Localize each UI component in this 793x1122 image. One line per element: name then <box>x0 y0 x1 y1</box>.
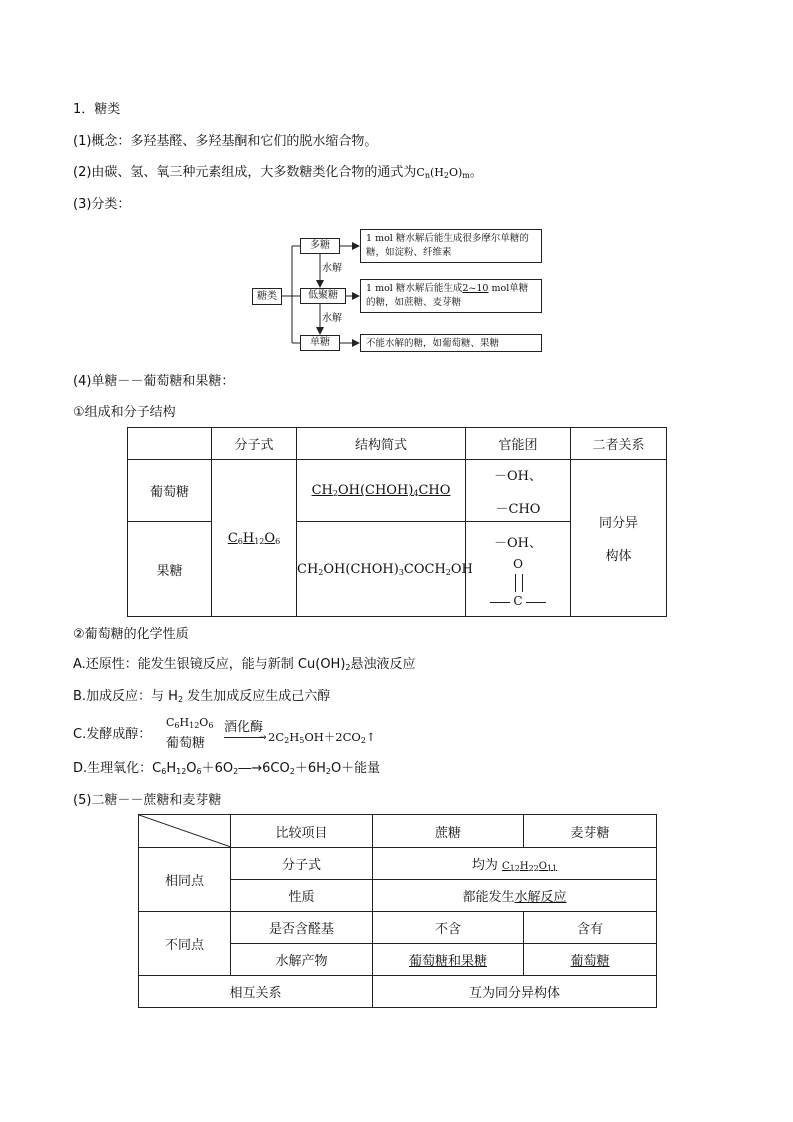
table2-relation-label: 相互关系 <box>139 976 373 1008</box>
property-pre: 都能发生 <box>462 890 515 905</box>
prop-c-arrow-head: → <box>259 733 267 743</box>
disaccharide-table <box>138 814 657 1008</box>
table2-corner <box>139 815 231 848</box>
desc-polysaccharide: 1 mol 糖水解后能生成很多摩尔单糖的糖，如淀粉、纤维素 <box>366 233 529 258</box>
table2-sucrose-products <box>373 944 524 976</box>
prop-b-sub: 2 <box>177 695 184 704</box>
carbonyl-structure <box>488 557 548 613</box>
table2-same: 相同点 <box>139 848 231 912</box>
prop-c-label: C.发酵成醇： <box>73 727 152 742</box>
prop-a-pre: A.还原性：能发生银镜反应，能与新制 Cu(OH) <box>73 657 346 672</box>
prop-a-post: 悬浊液反应 <box>350 657 416 672</box>
property-value: 水解反应 <box>514 890 567 905</box>
composition-text: (2)由碳、氢、氧三种元素组成，大多数糖类化合物的通式为 <box>73 165 417 180</box>
arrow-label-hydrolysis-1: 水解 <box>322 263 342 274</box>
table2-property-label: 性质 <box>231 880 373 912</box>
prop-a-sub: 2 <box>345 663 351 672</box>
carbonyl-double-bond <box>515 574 523 592</box>
classification-label: (3)分类： <box>73 197 131 212</box>
table1-row-fructose: 果糖 <box>128 522 212 617</box>
table1-header-relation: 二者关系 <box>571 428 667 460</box>
table2-header-maltose: 麦芽糖 <box>524 815 657 848</box>
table1-formula-cell <box>212 460 297 617</box>
prop-b-pre: B.加成反应：与 H <box>73 689 178 704</box>
formula-end: 。 <box>469 165 483 180</box>
node-label-monosaccharide: 单糖 <box>310 337 330 348</box>
desc-oligo-pre: 1 mol 糖水解后能生成 <box>366 283 463 294</box>
table1-header-formula: 分子式 <box>212 428 297 460</box>
carbonyl-right-bond <box>526 602 546 603</box>
relation-line-2: 构体 <box>605 549 632 565</box>
table1-header-structure: 结构简式 <box>297 428 466 460</box>
desc-monosaccharide: 不能水解的糖，如葡萄糖、果糖 <box>366 338 500 349</box>
node-label-oligosaccharide: 低聚糖 <box>308 290 338 301</box>
desc-oligo-range: 2~10 <box>462 283 489 294</box>
arrow-label-hydrolysis-2: 水解 <box>322 313 342 324</box>
concept-line: (1)概念：多羟基醛、多羟基酮和它们的脱水缩合物。 <box>73 134 378 149</box>
table1-relation-cell <box>571 460 667 617</box>
prop-d: D.生理氧化：$C_6H_{12}O_6+6O_2―\to 6CO_2+6H_2O+$能量 <box>73 761 381 776</box>
formula-n: n <box>424 171 430 180</box>
relation-line-1: 同分异 <box>598 516 638 532</box>
prop-c-products: $2C_2H_5OH+2CO_2↑$ <box>268 730 376 745</box>
table2-product-label: 水解产物 <box>231 944 373 976</box>
carbonyl-carbon: C <box>513 594 523 609</box>
table2-formula-label: 分子式 <box>231 848 373 880</box>
diagram-root-label: 糖类 <box>257 291 277 302</box>
structure-heading: ①组成和分子结构 <box>73 405 176 420</box>
prop-c-name: 葡萄糖 <box>166 736 206 751</box>
table2-sucrose-aldehyde: 不含 <box>373 912 524 944</box>
diagram-node-polysaccharide <box>300 238 340 254</box>
monosaccharide-table <box>127 427 667 617</box>
glucose-group-oh: －OH、 <box>494 468 542 484</box>
formula-m: m <box>462 171 470 180</box>
formula-o-close: O) <box>448 166 463 179</box>
formula-value-pre: 均为 <box>471 858 502 873</box>
carbonyl-left-bond <box>490 602 510 603</box>
table2-relation-value: 互为同分异构体 <box>373 976 657 1008</box>
table1-header-groups: 官能团 <box>466 428 571 460</box>
desc-oligosaccharide <box>361 280 541 312</box>
prop-b-post: 发生加成反应生成己六醇 <box>183 689 331 704</box>
formula-value: $C_{12}H_{22}O_{11}$ <box>501 861 558 873</box>
prop-b <box>73 689 330 705</box>
composition-line <box>73 165 483 181</box>
formula-c: C <box>416 166 425 179</box>
diagram-root-box <box>252 288 282 305</box>
table1-glucose-structure: $CH_2OH(CHOH)_4CHO$ <box>297 460 466 522</box>
table1-fructose-groups <box>466 522 571 617</box>
prop-c-arrow <box>224 737 264 738</box>
table1-fructose-structure: $CH_2OH(CHOH)_3COCH_2OH$ <box>297 522 466 617</box>
table2-property-value <box>373 880 657 912</box>
prop-c-catalyst: 酒化酶 <box>224 720 264 735</box>
table2-aldehyde-label: 是否含醛基 <box>231 912 373 944</box>
prop-c-formula: $C_6H_{12}O_6$ <box>166 716 214 730</box>
disaccharide-heading: (5)二糖－－蔗糖和麦芽糖 <box>73 793 222 808</box>
desc-box-monosaccharide <box>360 334 542 352</box>
table2-maltose-aldehyde: 含有 <box>524 912 657 944</box>
desc-box-oligosaccharide <box>360 279 542 313</box>
table1-glucose-groups <box>466 460 571 522</box>
table2-diff: 不同点 <box>139 912 231 976</box>
formula-h2o-open: (H <box>430 166 444 179</box>
carbonyl-oxygen: O <box>513 557 523 572</box>
node-label-polysaccharide: 多糖 <box>310 240 330 251</box>
table1-formula: $C_6H_{12}O_6$ <box>227 530 281 546</box>
mono-heading: (4)单糖－－葡萄糖和果糖： <box>73 374 235 389</box>
diagonal-line <box>139 815 231 847</box>
props-heading: ②葡萄糖的化学性质 <box>73 627 189 642</box>
prop-a <box>73 657 416 673</box>
maltose-products: 葡萄糖 <box>570 954 610 969</box>
table2-formula-value <box>373 848 657 880</box>
section-heading: 1．糖类 <box>73 102 121 117</box>
table2-header-sucrose: 蔗糖 <box>373 815 524 848</box>
sucrose-products: 葡萄糖和果糖 <box>408 954 487 969</box>
desc-box-polysaccharide <box>360 229 542 263</box>
formula-2: 2 <box>443 171 449 180</box>
fructose-group-oh: －OH、 <box>494 536 542 552</box>
diagram-node-oligosaccharide <box>300 288 346 304</box>
desc-oligo-post: mol单糖的糖，如蔗糖、麦芽糖 <box>366 283 529 308</box>
table1-header-corner <box>128 428 212 460</box>
diagram-node-monosaccharide <box>300 335 340 351</box>
table2-header-item: 比较项目 <box>231 815 373 848</box>
table1-row-glucose: 葡萄糖 <box>128 460 212 522</box>
glucose-group-cho: －CHO <box>495 501 541 517</box>
table2-maltose-products <box>524 944 657 976</box>
